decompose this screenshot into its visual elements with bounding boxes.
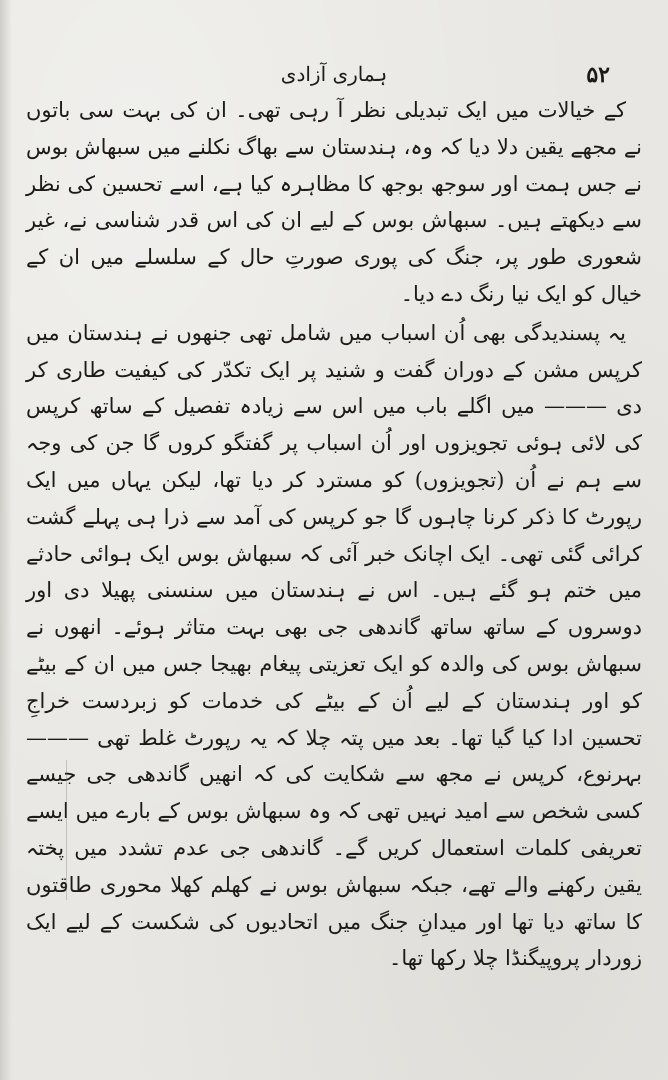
page-number: ۵۲ (586, 62, 610, 88)
paragraph-1: کے خیالات میں ایک تبدیلی نظر آ رہی تھی۔ ان کی بہت سی باتوں نے مجھے یقین دلا دیا کہ وہ، ہندستان سے بھاگ نکلنے میں سبھاش بوس نے جس ہمت اور سوجھ بوجھ کا مظاہرہ کیا ہے، اسے تحسین کی نظر سے دیکھتے ہیں۔ سبھاش بوس کے لیے ان کی اس قدر شناسی نے، غیر شعوری طور پر، جنگ کی پوری صورتِ حال کے سلسلے میں ان کے خیال کو ایک نیا رنگ دے دیا۔ (26, 98, 642, 306)
paragraph-2: یہ پسندیدگی بھی اُن اسباب میں شامل تھی جنھوں نے ہندستان میں کرپس مشن کے دوران گفت و شنید پر ایک تکدّر کی کیفیت طاری کر دی ——— میں اگلے باب میں اس سے زیادہ تفصیل کے ساتھ کرپس کی لائی ہوئی تجویزوں اور اُن اسباب پر گفتگو کروں گا جن کی وجہ سے ہم نے اُن (تجویزوں) کو مسترد کر دیا تھا، لیکن یہاں میں ایک رپورٹ کا ذکر کرنا چاہوں گا جو کرپس کی آمد سے ذرا ہی پہلے گشت کرائی گئی تھی۔ ایک اچانک خبر آئی کہ سبھاش بوس ایک ہوائی حادثے میں ختم ہو گئے ہیں۔ اس نے ہندستان میں سنسنی پھیلا دی اور دوسروں کے ساتھ ساتھ گاندھی جی بھی بہت متاثر ہوئے۔ انھوں نے سبھاش بوس کی والدہ کو ایک تعزیتی پیغام بھیجا جس میں ان کے بیٹے کو اور ہندستان کے لیے اُن کے بیٹے کی خدمات کو زبردست خراجِ تحسین ادا کیا گیا تھا۔ بعد میں پتہ چلا کہ یہ رپورٹ غلط تھی ——— بہرنوع، کرپس نے مجھ سے شکایت کی کہ انھیں گاندھی جی جیسے کسی شخص سے امید نہیں تھی کہ وہ سبھاش بوس کے بارے میں ایسے تعریفی کلمات استعمال کریں گے۔ گاندھی جی عدم تشدد میں پختہ یقین رکھنے والے تھے، جبکہ سبھاش بوس نے کھلم کھلا محوری طاقتوں کا ساتھ دیا تھا اور میدانِ جنگ میں اتحادیوں کی شکست کے لیے ایک زوردار پروپیگنڈا چلا رکھا تھا۔ (26, 320, 642, 971)
page-header (40, 56, 628, 96)
scan-margin-line (66, 760, 67, 900)
body-text (26, 92, 642, 977)
running-title: ہماری آزادی (280, 62, 388, 86)
page-edge-shadow (0, 0, 12, 1080)
